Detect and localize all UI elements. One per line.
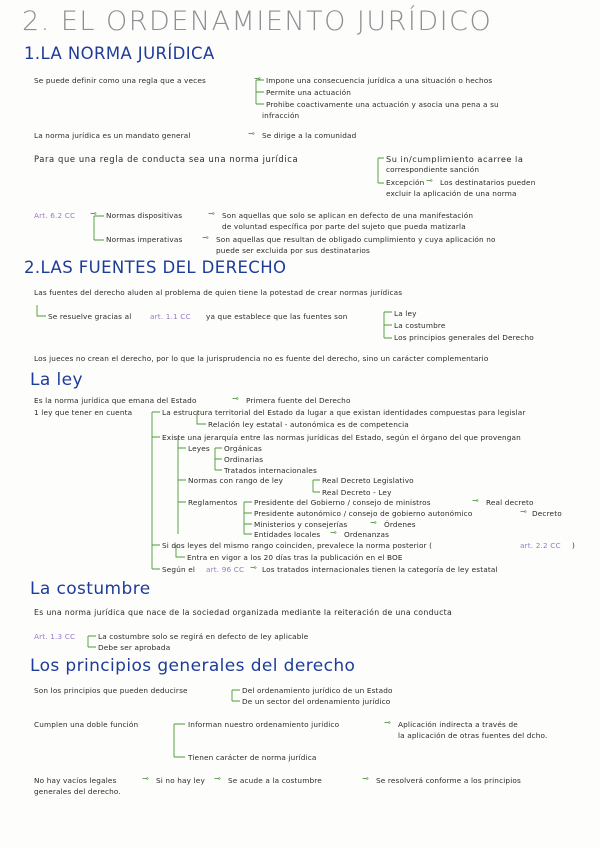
imperativas-cont: puede ser excluida por sus destinatarios [216,246,370,255]
regla-exception-label: Excepción [386,178,425,187]
resuelve-post: ya que establece que las fuentes son [206,312,348,321]
vacios-step: Si no hay ley [156,776,205,785]
def-item: Prohibe coactivamente una actuación y asocia una pena a su [266,100,499,109]
leyes-label: Leyes [188,444,210,453]
arrow-icon: ⊸ [370,518,377,527]
reglamento-item: Ministerios y consejerías [254,520,348,529]
vacios-step: Se acude a la costumbre [228,776,322,785]
rango-item: Real Decreto - Ley [322,488,392,497]
regla-item: Su in/cumplimiento acarree la [386,154,524,164]
fuente-item: La costumbre [394,321,446,330]
arrow-icon: ⊸ [232,394,239,403]
aplicacion-text: Aplicación indirecta a través de [398,720,518,729]
def-item-cont: infracción [262,111,300,120]
section-heading-ley: La ley [30,370,83,390]
aplicacion-cont: la aplicación de otras fuentes del dcho. [398,731,548,740]
resuelve-pre: Se resuelve gracias al [48,312,132,321]
ley-jerarquia: Existe una jerarquía entre las normas jurídicas del Estado, según el órgano del que provengan [162,433,521,442]
caracter-text: Tienen carácter de norma jurídica [188,753,317,762]
art-ref: Art. 6.2 CC [34,211,76,220]
segun-post: Los tratados internacionales tienen la categoría de ley estatal [262,565,498,574]
arrow-icon: ⊸ [142,774,149,783]
page-title: 2. EL ORDENAMIENTO JURÍDICO [22,6,493,37]
ley-intro: Es la norma jurídica que emana del Estado [34,396,197,405]
resuelve-art: art. 1.1 CC [150,312,191,321]
section-heading-norma: 1.LA NORMA JURÍDICA [24,44,215,63]
costumbre-item: La costumbre solo se regirá en defecto de ley aplicable [98,632,309,641]
rango-label: Normas con rango de ley [188,476,284,485]
reglamento-item: Presidente del Gobierno / consejo de ministros [254,498,431,507]
dispositivas-cont: de voluntad específica por parte del sujeto que pueda matizarla [222,222,466,231]
doble-funcion: Cumplen una doble función [34,720,139,729]
reglamento-item: Entidades locales [254,530,321,539]
vacios-step: Se resolverá conforme a los principios [376,776,521,785]
reglamento-target: Real decreto [486,498,534,507]
vacios-cont: generales del derecho. [34,787,121,796]
reglamento-item: Presidente autonómico / consejo de gobierno autonómico [254,509,473,518]
fuente-item: Los principios generales del Derecho [394,333,534,342]
regla-intro: Para que una regla de conducta sea una norma jurídica [34,154,299,164]
jueces-text: Los jueces no crean el derecho, por lo que la jurisprudencia no es fuente del derecho, sino un carácter complementario [34,354,489,363]
def-intro: Se puede definir como una regla que a veces [34,76,206,85]
rango-item: Real Decreto Legislativo [322,476,414,485]
dispositivas-text: Son aquellas que solo se aplican en defecto de una manifestación [222,211,474,220]
ley-estructura: La estructura territorial del Estado da lugar a que existan identidades compuestas para legislar [162,408,526,417]
costumbre-def: Es una norma jurídica que nace de la sociedad organizada mediante la reiteración de una conducta [34,608,453,617]
informan-text: Informan nuestro ordenamiento jurídico [188,720,340,729]
arrow-icon: ⊸ [472,496,479,505]
def-item: Impone una consecuencia jurídica a una situación o hechos [266,76,493,85]
segun-pre: Según el [162,565,196,574]
arrow-icon: ⊸ [254,74,261,83]
reglamento-target: Decreto [532,509,562,518]
fuente-item: La ley [394,309,417,318]
def-item: Permite una actuación [266,88,352,97]
reglamento-target: Órdenes [384,520,416,529]
entra-text: Entra en vigor a los 20 días tras la publicación en el BOE [187,553,403,562]
reglamentos-label: Reglamentos [188,498,238,507]
leyes-item: Orgánicas [224,444,263,453]
arrow-icon: ⊸ [362,774,369,783]
leyes-item: Ordinarias [224,455,264,464]
arrow-icon: ⊸ [520,507,527,516]
regla-exception-text: Los destinatarios pueden [440,178,536,187]
vacios-pre: No hay vacíos legales [34,776,117,785]
arrow-icon: ⊸ [250,563,257,572]
arrow-icon: ⊸ [248,129,255,138]
segun-art: art. 96 CC [206,565,245,574]
regla-exception-cont: excluir la aplicación de una norma [386,189,517,198]
ley-intro-target: Primera fuente del Derecho [246,396,351,405]
reglamento-target: Ordenanzas [344,530,390,539]
arrow-icon: ⊸ [90,209,97,218]
costumbre-art: Art. 1.3 CC [34,632,76,641]
mandato-target: Se dirige a la comunidad [262,131,357,140]
misma-art: art. 2.2 CC [520,541,561,550]
section-heading-principios: Los principios generales del derecho [30,656,356,676]
costumbre-item: Debe ser aprobada [98,643,171,652]
arrow-icon: ⊸ [208,209,215,218]
misma-pre: Si dos leyes del mismo rango coinciden, prevalece la norma posterior ( [162,541,433,550]
arrow-icon: ⊸ [384,718,391,727]
regla-item-cont: correspondiente sanción [386,165,480,174]
arrow-icon: ⊸ [202,233,209,242]
fuentes-intro: Las fuentes del derecho aluden al problema de quien tiene la potestad de crear normas jurídicas [34,288,403,297]
arrow-icon: ⊸ [214,774,221,783]
ley-tener: 1 ley que tener en cuenta [34,408,133,417]
principios-item: Del ordenamiento jurídico de un Estado [242,686,393,695]
dispositivas-label: Normas dispositivas [106,211,183,220]
principios-intro: Son los principios que pueden deducirse [34,686,188,695]
leyes-item: Tratados internacionales [224,466,317,475]
arrow-icon: ⊸ [330,528,337,537]
section-heading-fuentes: 2.LAS FUENTES DEL DERECHO [24,258,287,277]
mandato-text: La norma jurídica es un mandato general [34,131,191,140]
misma-post: ) [572,541,575,550]
principios-item: De un sector del ordenamiento jurídico [242,697,391,706]
imperativas-text: Son aquellas que resultan de obligado cumplimiento y cuya aplicación no [216,235,496,244]
arrow-icon: ⊸ [426,176,433,185]
ley-relacion: Relación ley estatal - autonómica es de competencia [208,420,409,429]
section-heading-costumbre: La costumbre [30,579,151,599]
imperativas-label: Normas imperativas [106,235,183,244]
